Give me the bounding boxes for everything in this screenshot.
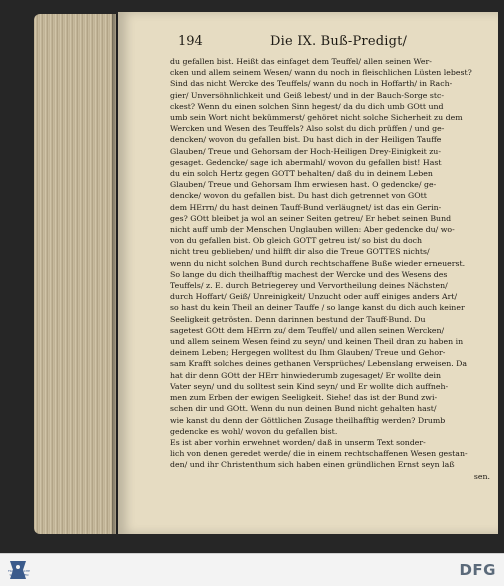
text-line: ckest? Wenn du einen solchen Sinn hegest/ da du dich umb GOtt und <box>170 101 444 111</box>
page-body-text <box>170 56 490 482</box>
footer-logo-label: FRANCKESCHE STIFTUNGEN <box>7 569 31 577</box>
text-line: und allem seinem Wesen feind zu seyn/ und keinen Theil dran zu haben in <box>170 337 464 347</box>
text-line: deinem Leben; Hergegen wolltest du Ihm Glauben/ Treue und Gehor- <box>170 348 446 358</box>
text-line: Wercken und Wesen des Teuffels? Also solst du dich prüffen / und ge- <box>170 124 445 134</box>
book-page <box>118 12 498 534</box>
text-line: nicht auff umb der Menschen Unglauben willen: Aber gedencke du/ wo- <box>170 225 455 235</box>
text-line: sam Krafft solches deines gethanen Versprüches/ Lebenslang erweisen. Da <box>170 359 468 369</box>
text-line: sagetest GOtt dem HErrn zu/ dem Teuffel/ und allen seinen Wercken/ <box>170 325 445 335</box>
text-line: dencken/ wovon du gefallen bist. Du hast dich in der Heiligen Tauffe <box>170 135 442 145</box>
text-line: Teuffels/ z. E. durch Betriegerey und Vervortheilung deines Nächsten/ <box>170 281 448 291</box>
text-line: Seeligkeit getrösten. Denn darinnen bestund der Tauff-Bund. Du <box>170 314 426 324</box>
text-line: wie kanst du denn der Göttlichen Zusage theilhafftig werden? Drumb <box>170 415 446 425</box>
text-line: nicht treu geblieben/ und hilfft dir also die Treue GOTTES nichts/ <box>170 247 430 257</box>
text-line: gier/ Unversöhnlichkeit und Geiß lebest/ und in der Bauch-Sorge stc- <box>170 90 445 100</box>
page-number: 194 <box>178 34 203 49</box>
text-line: Vater seyn/ und du solltest sein Kind seyn/ und Er wollte dich auffneh- <box>170 381 449 391</box>
text-line: sen. <box>473 471 490 481</box>
text-line: durch Hoffart/ Geiß/ Unreinigkeit/ Unzucht oder auff einiges anders Art/ <box>170 292 458 302</box>
page-stack-edge <box>34 14 116 534</box>
text-line: schen dir und GOtt. Wenn du nun deinen Bund nicht gehalten hast/ <box>170 404 437 414</box>
running-head: Die IX. Buß-Predigt/ <box>270 34 408 49</box>
text-line: umb sein Wort nicht bekümmerst/ gehöret nicht solche Sicherheit zu dem <box>170 113 463 123</box>
text-line: du gefallen bist. Heißt das einfaget dem Teuffel/ allen seinen Wer- <box>170 57 432 66</box>
text-line: Es ist aber vorhin erwehnet worden/ daß in unserm Text sonder- <box>170 437 426 447</box>
text-line: du ein solch Hertz gegen GOTT behalten/ daß du in deinem Leben <box>170 169 433 179</box>
text-line: wenn du nicht solchen Bund durch rechtschaffene Buße wieder erneuerst. <box>170 258 466 268</box>
text-line: lich von denen geredet werde/ die in einem rechtschaffenen Wesen gestan- <box>170 449 468 459</box>
text-line: dencke/ wovon du gefallen bist. Du hast dich getrennet von GOtt <box>170 191 427 201</box>
text-line: gesaget. Gedencke/ sage ich abermahl/ wovon du gefallen bist! Hast <box>170 157 442 167</box>
viewer-footer-bar <box>0 553 504 586</box>
dfg-logo[interactable]: DFG <box>459 561 496 579</box>
text-line: so hast du kein Theil an deiner Tauffe / so lange kanst du dich auch keiner <box>170 303 465 313</box>
text-line: gedencke es wohl/ wovon du gefallen bist. <box>170 426 338 436</box>
page-header <box>178 34 478 54</box>
text-line: men zum Erben der ewigen Seeligkeit. Siehe! das ist der Bund zwi- <box>170 393 438 403</box>
text-line: Glauben/ Treue und Gehorsam der Hoch-Heiligen Drey-Einigkeit zu- <box>170 146 441 156</box>
text-line: hat dir denn GOtt der HErr hinwiederumb zugesaget/ Er wollte dein <box>170 370 442 380</box>
text-line: dem HErrn/ du hast deinen Tauff-Bund verläugnet/ ist das ein Gerin- <box>170 202 442 212</box>
text-line: Sind das nicht Wercke des Teuffels/ wann du noch in Hoffarth/ in Rach- <box>170 79 453 89</box>
text-line: von du gefallen bist. Ob gleich GOTT getreu ist/ so bist du doch <box>170 236 423 246</box>
text-line: cken und allem seinem Wesen/ wann du noch in fleischlichen Lüsten lebest? <box>170 68 472 78</box>
text-line: den/ und ihr Christenthum sich haben einen gründlichen Ernst seyn laß <box>170 460 455 470</box>
text-line: Glauben/ Treue und Gehorsam Ihm erwiesen hast. O gedencke/ ge- <box>170 180 437 190</box>
text-line: So lange du dich theilhafftig machest der Wercke und des Wesens des <box>170 269 448 279</box>
text-line: ges? GOtt bleibet ja wol an seiner Seiten getreu/ Er hebet seinen Bund <box>170 213 452 223</box>
